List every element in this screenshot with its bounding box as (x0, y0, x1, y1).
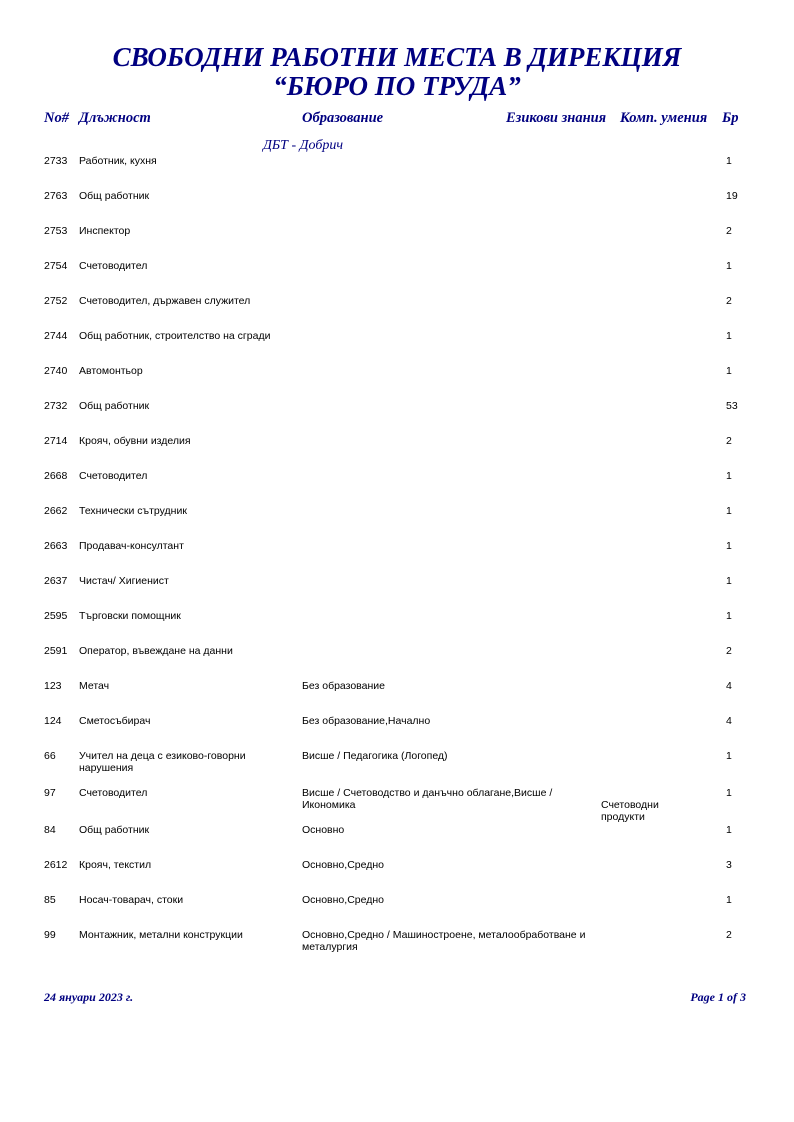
row-count: 1 (726, 575, 732, 587)
row-position: Крояч, обувни изделия (79, 435, 191, 447)
row-count: 1 (726, 505, 732, 517)
row-number: 84 (44, 824, 56, 836)
row-position: Автомонтьор (79, 365, 143, 377)
row-count: 2 (726, 295, 732, 307)
row-education: Основно,Средно (302, 859, 384, 871)
row-education: Без образование (302, 680, 385, 692)
row-number: 2595 (44, 610, 68, 622)
row-position: Счетоводител (79, 470, 148, 482)
column-header-no: No# (44, 110, 69, 126)
group-label: ДБТ - Добрич (263, 138, 344, 153)
footer-date: 24 януари 2023 г. (44, 990, 134, 1004)
row-count: 1 (726, 365, 732, 377)
row-count: 2 (726, 225, 732, 237)
row-education: Висше / Счетоводство и данъчно облагане,Висше / Икономика (302, 787, 553, 811)
footer-page-number: Page 1 of 3 (690, 990, 746, 1004)
row-number: 2740 (44, 365, 68, 377)
row-position: Монтажник, метални конструкции (79, 929, 243, 941)
row-count: 1 (726, 330, 732, 342)
row-position: Търговски помощник (79, 610, 181, 622)
row-count: 1 (726, 155, 732, 167)
column-header-count: Бр (722, 110, 739, 126)
row-number: 2662 (44, 505, 68, 517)
row-position: Счетоводител (79, 787, 148, 799)
row-education: Висше / Педагогика (Логопед) (302, 750, 448, 762)
row-count: 2 (726, 435, 732, 447)
page-subtitle: “БЮРО ПО ТРУДА” (273, 71, 521, 101)
row-education: Основно,Средно (302, 894, 384, 906)
row-number: 97 (44, 787, 56, 799)
column-header-position: Длъжност (79, 110, 151, 126)
row-number: 99 (44, 929, 56, 941)
row-position: Счетоводител (79, 260, 148, 272)
row-position: Оператор, въвеждане на данни (79, 645, 233, 657)
page-title: СВОБОДНИ РАБОТНИ МЕСТА В ДИРЕКЦИЯ (112, 42, 682, 72)
row-count: 4 (726, 715, 732, 727)
row-count: 1 (726, 824, 732, 836)
row-position: Метач (79, 680, 110, 692)
row-count: 1 (726, 260, 732, 272)
row-education: Основно,Средно / Машиностроене, металообработване и металургия (302, 929, 586, 953)
row-position: Чистач/ Хигиенист (79, 575, 169, 587)
row-computer-skills: Счетоводни продукти (601, 799, 659, 823)
row-position: Общ работник (79, 190, 150, 202)
row-number: 124 (44, 715, 62, 727)
row-count: 53 (726, 400, 738, 412)
row-number: 2668 (44, 470, 68, 482)
row-count: 4 (726, 680, 732, 692)
row-count: 19 (726, 190, 738, 202)
row-number: 2763 (44, 190, 68, 202)
row-position: Общ работник, строителство на сгради (79, 330, 271, 342)
row-count: 1 (726, 750, 732, 762)
row-position: Крояч, текстил (79, 859, 152, 871)
row-count: 1 (726, 894, 732, 906)
row-count: 1 (726, 787, 732, 799)
row-count: 2 (726, 929, 732, 941)
row-number: 2714 (44, 435, 68, 447)
row-number: 2744 (44, 330, 68, 342)
row-number: 85 (44, 894, 56, 906)
row-number: 2612 (44, 859, 68, 871)
row-number: 2591 (44, 645, 68, 657)
row-count: 1 (726, 610, 732, 622)
row-position: Технически сътрудник (79, 505, 187, 517)
row-number: 2663 (44, 540, 68, 552)
row-number: 2753 (44, 225, 68, 237)
row-position: Инспектор (79, 225, 131, 237)
column-header-education: Образование (302, 110, 384, 126)
row-position: Счетоводител, държавен служител (79, 295, 251, 307)
row-count: 1 (726, 470, 732, 482)
row-position: Сметосъбирач (79, 715, 151, 727)
row-number: 2733 (44, 155, 68, 167)
row-position: Продавач-консултант (79, 540, 184, 552)
row-position: Работник, кухня (79, 155, 157, 167)
row-number: 2754 (44, 260, 68, 272)
row-count: 1 (726, 540, 732, 552)
row-number: 123 (44, 680, 62, 692)
row-position: Общ работник (79, 400, 150, 412)
row-education: Без образование,Начално (302, 715, 431, 727)
row-position: Учител на деца с езиково-говорни нарушения (79, 750, 246, 774)
column-header-languages: Езикови знания (506, 110, 607, 126)
row-count: 3 (726, 859, 732, 871)
row-education: Основно (302, 824, 345, 836)
row-number: 2732 (44, 400, 68, 412)
row-count: 2 (726, 645, 732, 657)
row-number: 66 (44, 750, 56, 762)
row-number: 2752 (44, 295, 68, 307)
row-position: Носач-товарач, стоки (79, 894, 184, 906)
column-header-computer-skills: Комп. умения (620, 110, 708, 126)
row-number: 2637 (44, 575, 68, 587)
row-position: Общ работник (79, 824, 150, 836)
